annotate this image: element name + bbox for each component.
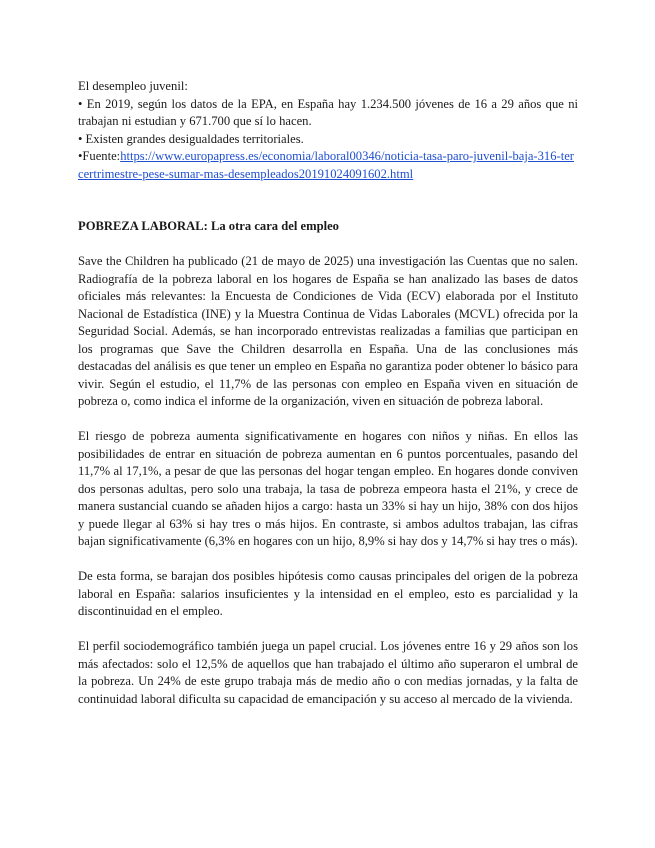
section-heading: POBREZA LABORAL: La otra cara del empleo [78, 219, 339, 233]
source-link[interactable]: https://www.europapress.es/economia/laboral00346/noticia-tasa-paro-juvenil-baja-316-tercertrimestre-pese-sumar-mas-desempleados20191024091602.html [78, 149, 574, 181]
spacer [78, 201, 578, 219]
spacer [78, 551, 578, 569]
paragraph-save-the-children: Save the Children ha publicado (21 de mayo de 2025) una investigación las Cuentas que no salen. Radiografía de la pobreza laboral en los hogares de España se han analizado las bases de datos oficiales más relevantes: la Encuesta de Condiciones de Vida (ECV) elaborada por el Instituto Nacional de Estadística (INE) y la Muestra Continua de Vidas Laborales (MCVL) ofrecida por la Seguridad Social. Además, se han incorporado entrevistas realizadas a familias que participan en los programas que Save the Children desarrolla en España. Una de las conclusiones más destacadas del análisis es que tener un empleo en España no garantiza poder obtener lo básico para vivir. Según el estudio, el 11,7% de las personas con empleo en España viven en situación de pobreza o, como indica el informe de la organización, viven en situación de pobreza laboral. [78, 254, 578, 408]
intro-bullet-epa: • En 2019, según los datos de la EPA, en España hay 1.234.500 jóvenes de 16 a 29 años que ni trabajan ni estudian y 671.700 que sí lo hacen. [78, 96, 578, 128]
spacer [78, 236, 578, 254]
paragraph-riesgo-pobreza: El riesgo de pobreza aumenta significativamente en hogares con niños y niñas. En ellos las posibilidades de entrar en situación de pobreza aumentan en 6 puntos porcentuales, pasando del 11,7% al 17,1%, a pesar de que las personas del hogar tengan empleo. En hogares donde conviven dos personas adultas, pero solo una trabaja, la tasa de pobreza empeora hasta el 21%, y crece de manera sustancial cuando se añaden hijos a cargo: hasta un 33% si hay un hijo, 38% con dos hijos y puede llegar al 63% si hay tres o más hijos. En contraste, si ambos adultos trabajan, las cifras bajan significativamente (6,3% en hogares con un hijo, 8,9% si hay dos y 14,7% si hay tres o más). [78, 429, 578, 548]
paragraph-hipotesis: De esta forma, se barajan dos posibles hipótesis como causas principales del origen de la pobreza laboral en España: salarios insuficientes y la intensidad en el empleo, esto es parcialidad y la discontinuidad en el empleo. [78, 569, 578, 618]
spacer [78, 183, 578, 201]
document-page [78, 78, 578, 708]
intro-title: El desempleo juvenil: [78, 79, 188, 93]
spacer [78, 621, 578, 639]
spacer [78, 411, 578, 429]
intro-bullet-desigualdades: • Existen grandes desigualdades territoriales. [78, 131, 304, 146]
paragraph-perfil-sociodemografico: El perfil sociodemográfico también juega un papel crucial. Los jóvenes entre 16 y 29 años son los más afectados: solo el 12,5% de aquellos que han trabajado el último año superaron el umbral de la pobreza. Un 24% de este grupo trabaja más de medio año o con medias jornadas, y la falta de continuidad laboral dificulta su capacidad de emancipación y su acceso al mercado de la vivienda. [78, 639, 578, 706]
source-label: •Fuente: [78, 149, 121, 163]
intro-source [78, 148, 578, 183]
